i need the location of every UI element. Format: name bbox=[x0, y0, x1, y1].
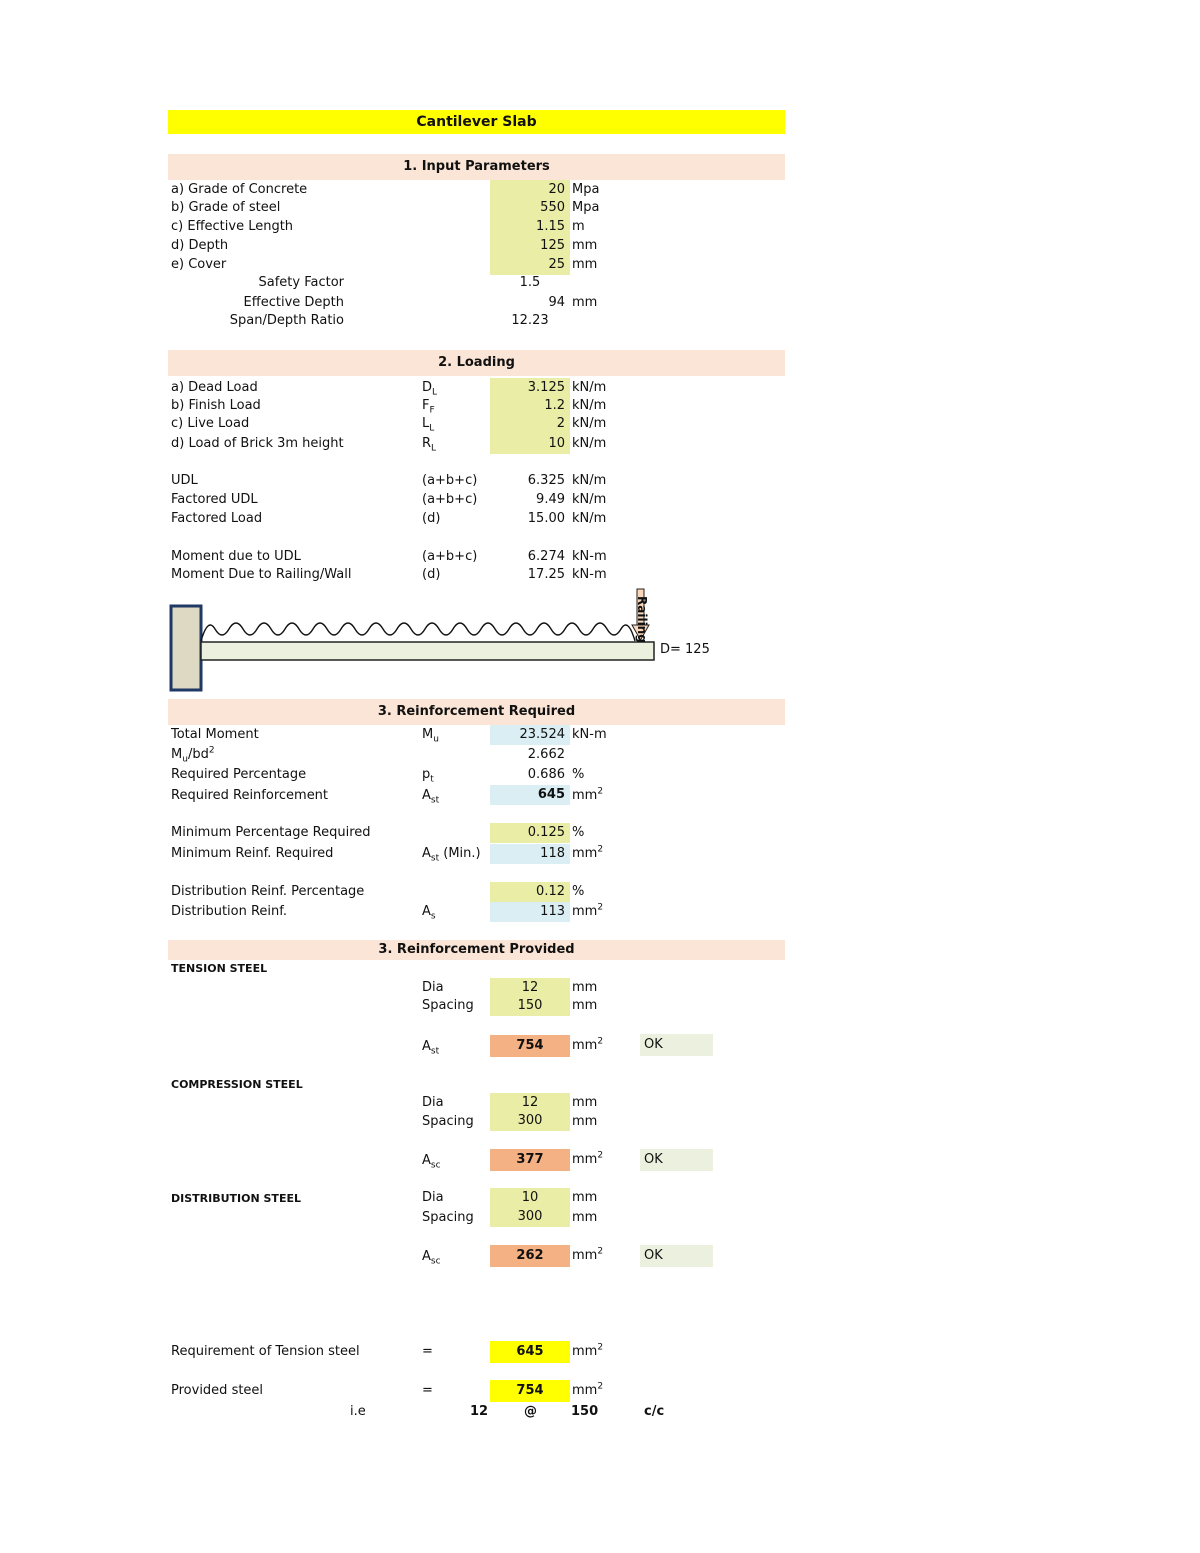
dist-reinf-value: 113 bbox=[490, 902, 570, 922]
input-label: e) Cover bbox=[171, 257, 227, 272]
input-value[interactable]: 125 bbox=[490, 236, 570, 256]
provided-steel-value: 754 bbox=[490, 1380, 570, 1402]
input-value[interactable]: 1.15 bbox=[490, 217, 570, 237]
load-label: a) Dead Load bbox=[171, 380, 258, 395]
load-value[interactable]: 10 bbox=[490, 434, 570, 454]
calc-unit: kN/m bbox=[572, 492, 607, 507]
mm-unit: mm bbox=[572, 1095, 598, 1110]
min-percentage-label: Minimum Percentage Required bbox=[171, 825, 371, 840]
calc-symbol: (a+b+c) bbox=[422, 473, 478, 488]
input-label: a) Grade of Concrete bbox=[171, 182, 308, 197]
spacing-label: Spacing bbox=[422, 998, 474, 1013]
required-reinforcement-unit: $mm^2$ bbox=[572, 786, 604, 803]
min-percentage-value[interactable]: 0.125 bbox=[490, 823, 570, 843]
required-percentage-symbol: $p_t$ bbox=[422, 767, 434, 785]
bar-spacing-value: 150 bbox=[571, 1404, 599, 1419]
required-percentage-label: Required Percentage bbox=[171, 767, 307, 782]
tension-steel-title: TENSION STEEL bbox=[171, 962, 268, 975]
load-symbol: $R_L$ bbox=[422, 436, 437, 454]
calc-unit: kN/m bbox=[572, 511, 607, 526]
mm-unit: mm bbox=[572, 980, 598, 995]
dia-label: Dia bbox=[422, 1190, 444, 1205]
spacing-label: Spacing bbox=[422, 1210, 474, 1225]
load-label: b) Finish Load bbox=[171, 398, 261, 413]
tension-area-symbol: $A_{st}$ bbox=[422, 1039, 440, 1057]
mm2-unit: $mm^2$ bbox=[572, 1150, 604, 1167]
compression-steel-title: COMPRESSION STEEL bbox=[171, 1078, 303, 1091]
dist-reinf-symbol: $A_s$ bbox=[422, 904, 436, 922]
min-reinf-label: Minimum Reinf. Required bbox=[171, 846, 334, 861]
dist-percentage-value[interactable]: 0.12 bbox=[490, 882, 570, 902]
min-reinf-value: 118 bbox=[490, 844, 570, 864]
moment-value: 6.274 bbox=[527, 549, 565, 564]
required-percentage-unit: % bbox=[572, 767, 585, 782]
mm2-unit: $mm^2$ bbox=[572, 1036, 604, 1053]
tension-area-value: 754 bbox=[490, 1035, 570, 1057]
input-unit: m bbox=[572, 219, 585, 234]
cc-label: c/c bbox=[644, 1404, 665, 1419]
moment-symbol: (a+b+c) bbox=[422, 549, 478, 564]
min-reinf-symbol: $A_{st}$ (Min.) bbox=[422, 846, 481, 864]
total-moment-unit: kN-m bbox=[572, 727, 607, 742]
distribution-area-symbol: $A_{sc}$ bbox=[422, 1249, 441, 1267]
sheet-title: Cantilever Slab bbox=[168, 110, 785, 134]
calc-value: 15.00 bbox=[527, 511, 565, 526]
load-label: d) Load of Brick 3m height bbox=[171, 436, 344, 451]
moment-label: Moment Due to Railing/Wall bbox=[171, 567, 352, 582]
moment-unit: kN-m bbox=[572, 549, 607, 564]
mu-bd2-label: $M_u/bd^2$ bbox=[171, 745, 215, 765]
min-percentage-unit: % bbox=[572, 825, 585, 840]
distribution-dia-input[interactable]: 10 bbox=[490, 1188, 570, 1208]
depth-label: D= 125 bbox=[660, 642, 710, 657]
load-unit: kN/m bbox=[572, 416, 607, 431]
effective-depth-unit: mm bbox=[572, 295, 598, 310]
tension-status-badge: OK bbox=[640, 1034, 713, 1056]
moment-label: Moment due to UDL bbox=[171, 549, 301, 564]
input-label: d) Depth bbox=[171, 238, 229, 253]
input-value[interactable]: 550 bbox=[490, 198, 570, 218]
load-value[interactable]: 1.2 bbox=[490, 396, 570, 416]
tension-dia-input[interactable]: 12 bbox=[490, 978, 570, 998]
span-depth-label: Span/Depth Ratio bbox=[229, 313, 344, 328]
load-unit: kN/m bbox=[572, 436, 607, 451]
compression-area-value: 377 bbox=[490, 1149, 570, 1171]
equals-sign: = bbox=[422, 1383, 433, 1398]
input-value[interactable]: 25 bbox=[490, 255, 570, 275]
distribution-status-badge: OK bbox=[640, 1245, 713, 1267]
compression-status-badge: OK bbox=[640, 1149, 713, 1171]
load-symbol: $D_L$ bbox=[422, 380, 438, 398]
input-label: c) Effective Length bbox=[171, 219, 294, 234]
effective-depth-label: Effective Depth bbox=[243, 295, 344, 310]
moment-symbol: (d) bbox=[422, 567, 441, 582]
load-value[interactable]: 2 bbox=[490, 414, 570, 434]
input-label: b) Grade of steel bbox=[171, 200, 281, 215]
provided-steel-label: Provided steel bbox=[171, 1383, 264, 1398]
moment-value: 17.25 bbox=[527, 567, 565, 582]
safety-factor-value: 1.5 bbox=[519, 275, 541, 290]
required-percentage-value: 0.686 bbox=[527, 767, 565, 782]
distribution-area-value: 262 bbox=[490, 1245, 570, 1267]
load-symbol: $L_L$ bbox=[422, 416, 435, 434]
calc-value: 6.325 bbox=[527, 473, 565, 488]
wall-support bbox=[171, 606, 201, 690]
dist-reinf-label: Distribution Reinf. bbox=[171, 904, 288, 919]
loading-header: 2. Loading bbox=[168, 350, 785, 376]
moment-unit: kN-m bbox=[572, 567, 607, 582]
load-unit: kN/m bbox=[572, 398, 607, 413]
total-moment-label: Total Moment bbox=[171, 727, 259, 742]
requirement-unit: $mm^2$ bbox=[572, 1342, 604, 1359]
total-moment-value: 23.524 bbox=[490, 725, 570, 745]
mm-unit: mm bbox=[572, 1114, 598, 1129]
calc-label: UDL bbox=[171, 473, 198, 488]
at-sign: @ bbox=[524, 1404, 537, 1419]
required-reinforcement-label: Required Reinforcement bbox=[171, 788, 329, 803]
required-reinforcement-symbol: $A_{st}$ bbox=[422, 788, 440, 806]
dist-percentage-unit: % bbox=[572, 884, 585, 899]
mm2-unit: $mm^2$ bbox=[572, 1246, 604, 1263]
dia-label: Dia bbox=[422, 980, 444, 995]
min-reinf-unit: $mm^2$ bbox=[572, 844, 604, 861]
calc-label: Factored UDL bbox=[171, 492, 258, 507]
input-unit: mm bbox=[572, 257, 598, 272]
distribution-spacing-input[interactable]: 300 bbox=[490, 1207, 570, 1227]
input-value[interactable]: 20 bbox=[490, 180, 570, 200]
mm-unit: mm bbox=[572, 1210, 598, 1225]
calc-value: 9.49 bbox=[536, 492, 565, 507]
mm-unit: mm bbox=[572, 998, 598, 1013]
reinforcement-provided-header: 3. Reinforcement Provided bbox=[168, 940, 785, 960]
tension-spacing-input[interactable]: 150 bbox=[490, 996, 570, 1016]
input-unit: mm bbox=[572, 238, 598, 253]
required-reinforcement-value: 645 bbox=[490, 785, 570, 805]
dist-percentage-label: Distribution Reinf. Percentage bbox=[171, 884, 365, 899]
span-depth-value: 12.23 bbox=[511, 313, 549, 328]
load-symbol: $F_F$ bbox=[422, 398, 435, 416]
mu-bd2-value: 2.662 bbox=[527, 747, 565, 762]
equals-sign: = bbox=[422, 1344, 433, 1359]
distribution-steel-title: DISTRIBUTION STEEL bbox=[171, 1192, 301, 1205]
calc-label: Factored Load bbox=[171, 511, 263, 526]
bar-dia-value: 12 bbox=[470, 1404, 489, 1419]
calc-unit: kN/m bbox=[572, 473, 607, 488]
safety-factor-label: Safety Factor bbox=[258, 275, 344, 290]
input-unit: Mpa bbox=[572, 200, 600, 215]
compression-spacing-input[interactable]: 300 bbox=[490, 1111, 570, 1131]
effective-depth-value: 94 bbox=[548, 295, 565, 310]
requirement-tension-value: 645 bbox=[490, 1341, 570, 1363]
input-unit: Mpa bbox=[572, 182, 600, 197]
railing-label: Railing bbox=[635, 596, 649, 643]
dist-reinf-unit: $mm^2$ bbox=[572, 902, 604, 919]
calc-symbol: (a+b+c) bbox=[422, 492, 478, 507]
load-value[interactable]: 3.125 bbox=[490, 378, 570, 398]
dia-label: Dia bbox=[422, 1095, 444, 1110]
requirement-tension-label: Requirement of Tension steel bbox=[171, 1344, 360, 1359]
slab-beam bbox=[201, 642, 654, 660]
compression-area-symbol: $A_{sc}$ bbox=[422, 1153, 441, 1171]
load-unit: kN/m bbox=[572, 380, 607, 395]
spacing-label: Spacing bbox=[422, 1114, 474, 1129]
load-label: c) Live Load bbox=[171, 416, 250, 431]
total-moment-symbol: $M_u$ bbox=[422, 727, 439, 745]
udl-wave bbox=[201, 623, 635, 641]
reinforcement-required-header: 3. Reinforcement Required bbox=[168, 699, 785, 725]
input-parameters-header: 1. Input Parameters bbox=[168, 154, 785, 180]
mm-unit: mm bbox=[572, 1190, 598, 1205]
calc-symbol: (d) bbox=[422, 511, 441, 526]
provided-unit: $mm^2$ bbox=[572, 1381, 604, 1398]
ie-label: i.e bbox=[350, 1404, 366, 1419]
compression-dia-input[interactable]: 12 bbox=[490, 1093, 570, 1113]
